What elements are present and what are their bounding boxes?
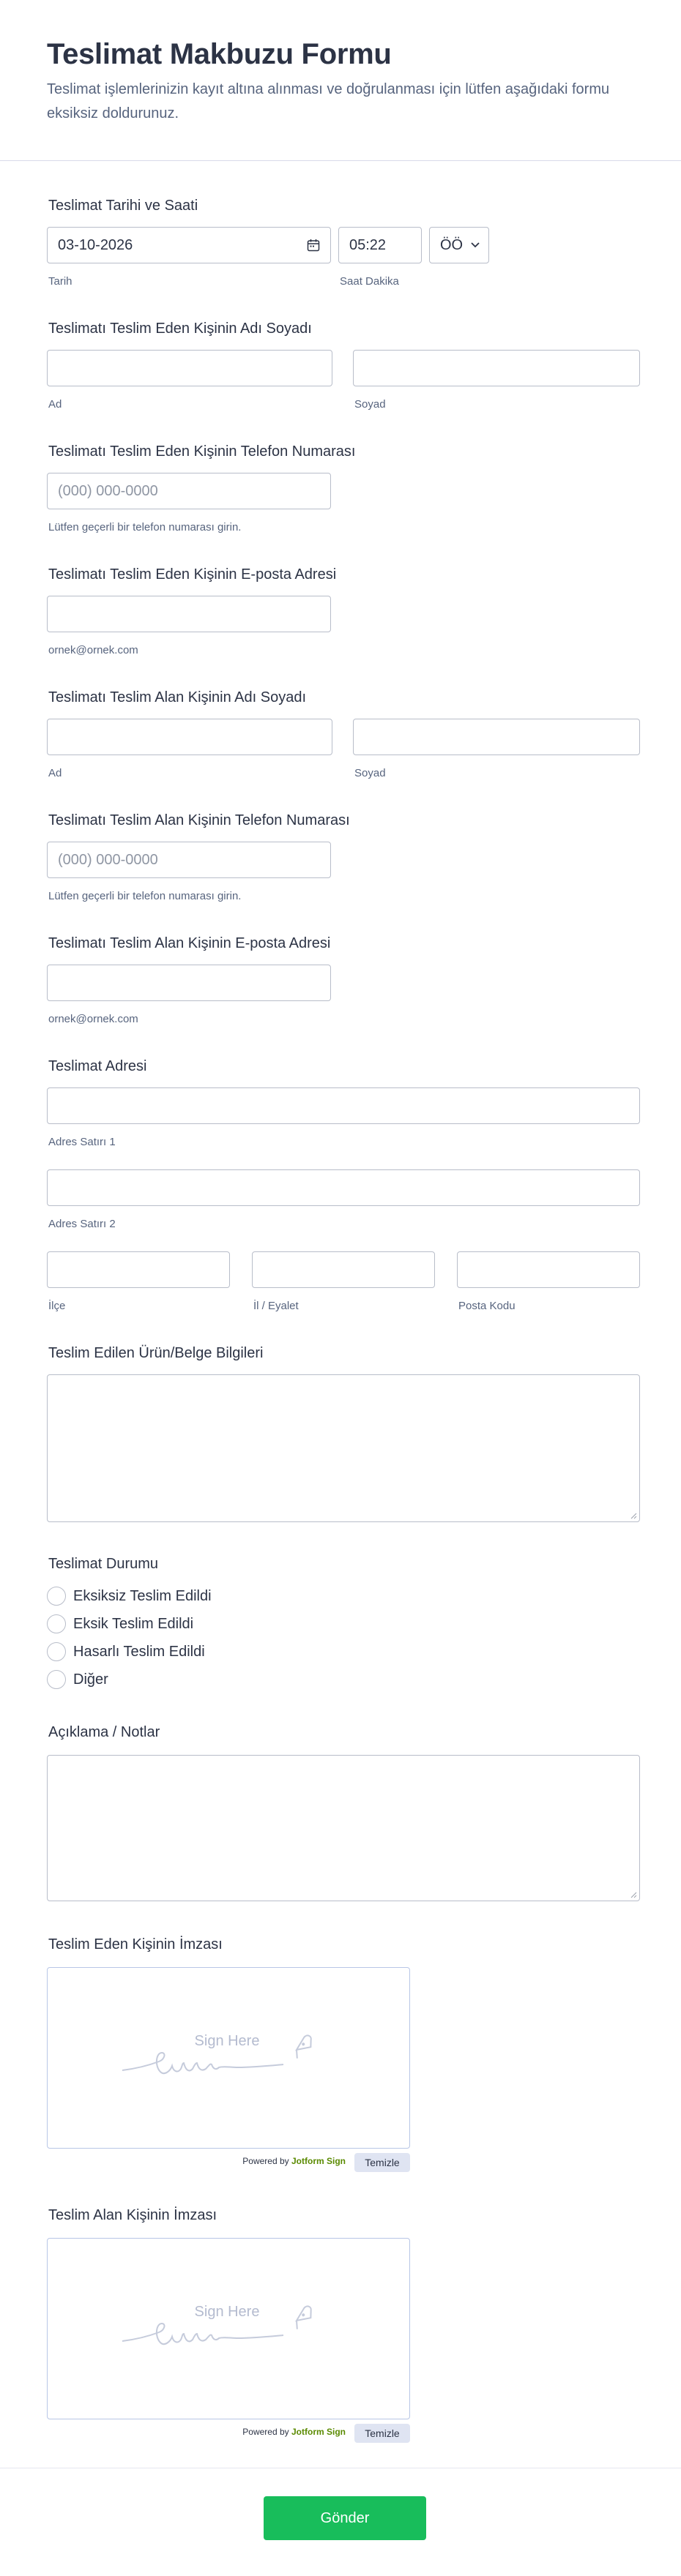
- receiver-signature-label: Teslim Alan Kişinin İmzası: [48, 2207, 217, 2223]
- sign-here-text: Sign Here: [194, 2033, 260, 2049]
- sender-first-name-input[interactable]: [48, 351, 332, 386]
- notes-textarea[interactable]: [47, 1755, 640, 1901]
- delivery-datetime-label: Teslimat Tarihi ve Saati: [48, 198, 198, 214]
- receiver-first-name-sublabel: Ad: [48, 767, 62, 779]
- time-input[interactable]: [339, 228, 421, 263]
- status-option-label: Hasarlı Teslim Edildi: [73, 1643, 205, 1660]
- district-input[interactable]: [48, 1252, 229, 1287]
- receiver-email-field[interactable]: [47, 965, 331, 1001]
- form-subtitle: Teslimat işlemlerinizin kayıt altına alınması ve doğrulanması için lütfen aşağıdaki formu eksiksiz doldurunuz.: [47, 81, 610, 121]
- sign-here-text: Sign Here: [194, 2304, 260, 2320]
- powered-by-text: Powered by Jotform Sign: [242, 2156, 346, 2166]
- receiver-email-input[interactable]: [48, 965, 330, 1000]
- receiver-email-sublabel: ornek@ornek.com: [48, 1013, 138, 1025]
- form-footer: [0, 2468, 681, 2576]
- status-option-incomplete[interactable]: [47, 1613, 193, 1635]
- sender-last-name-sublabel: Soyad: [354, 398, 386, 411]
- sender-signature-label: Teslim Eden Kişinin İmzası: [48, 1936, 223, 1952]
- date-sublabel: Tarih: [48, 275, 72, 288]
- postal-code-input[interactable]: [458, 1252, 639, 1287]
- sender-signature-footer: [47, 2153, 410, 2172]
- receiver-last-name-input[interactable]: [354, 719, 639, 755]
- radio-button[interactable]: [47, 1614, 66, 1633]
- receiver-phone-input[interactable]: [48, 842, 330, 877]
- form-header: [0, 0, 681, 161]
- sender-signature-pad[interactable]: [47, 1967, 410, 2149]
- sender-email-input[interactable]: [48, 596, 330, 632]
- address-line1-sublabel: Adres Satırı 1: [48, 1136, 116, 1148]
- calendar-icon[interactable]: [307, 239, 320, 252]
- status-option-label: Eksiksiz Teslim Edildi: [73, 1587, 212, 1604]
- receiver-first-name-input[interactable]: [48, 719, 332, 755]
- time-sublabel: Saat Dakika: [340, 275, 399, 288]
- resize-grip-icon[interactable]: [630, 1512, 637, 1519]
- sender-email-field[interactable]: [47, 596, 331, 632]
- address-line2-sublabel: Adres Satırı 2: [48, 1218, 116, 1230]
- sender-first-name-field[interactable]: [47, 350, 332, 386]
- items-label: Teslim Edilen Ürün/Belge Bilgileri: [48, 1345, 264, 1361]
- address-line1-input[interactable]: [48, 1088, 639, 1123]
- powered-by-text: Powered by Jotform Sign: [242, 2427, 346, 2437]
- postal-code-field[interactable]: [457, 1251, 640, 1288]
- ampm-value: ÖÖ: [440, 236, 464, 253]
- time-field[interactable]: [338, 227, 422, 263]
- notes-label: Açıklama / Notlar: [48, 1724, 160, 1740]
- date-input[interactable]: [48, 228, 330, 263]
- receiver-first-name-field[interactable]: [47, 719, 332, 755]
- signature-placeholder-icon: [121, 2025, 333, 2083]
- receiver-phone-field[interactable]: [47, 842, 331, 878]
- radio-button[interactable]: [47, 1670, 66, 1689]
- sender-phone-label: Teslimatı Teslim Eden Kişinin Telefon Numarası: [48, 443, 356, 460]
- address-line1-field[interactable]: [47, 1087, 640, 1124]
- status-option-damaged[interactable]: [47, 1641, 205, 1663]
- sender-phone-sublabel: Lütfen geçerli bir telefon numarası girin.: [48, 521, 242, 533]
- province-sublabel: İl / Eyalet: [253, 1300, 299, 1312]
- receiver-phone-sublabel: Lütfen geçerli bir telefon numarası girin.: [48, 890, 242, 902]
- status-option-label: Eksik Teslim Edildi: [73, 1615, 194, 1632]
- postal-code-sublabel: Posta Kodu: [458, 1300, 516, 1312]
- sender-name-label: Teslimatı Teslim Eden Kişinin Adı Soyadı: [48, 321, 312, 337]
- chevron-down-icon: [471, 242, 480, 248]
- clear-signature-button[interactable]: Temizle: [354, 2153, 410, 2172]
- receiver-last-name-sublabel: Soyad: [354, 767, 386, 779]
- address-line2-input[interactable]: [48, 1170, 639, 1205]
- sender-email-sublabel: ornek@ornek.com: [48, 644, 138, 656]
- resize-grip-icon[interactable]: [630, 1891, 637, 1898]
- sender-phone-field[interactable]: [47, 473, 331, 509]
- status-label: Teslimat Durumu: [48, 1556, 159, 1572]
- form-title: Teslimat Makbuzu Formu: [47, 38, 392, 70]
- province-input[interactable]: [253, 1252, 434, 1287]
- sender-email-label: Teslimatı Teslim Eden Kişinin E-posta Adresi: [48, 566, 337, 583]
- province-field[interactable]: [252, 1251, 435, 1288]
- address-line2-field[interactable]: [47, 1169, 640, 1206]
- sender-last-name-input[interactable]: [354, 351, 639, 386]
- radio-button[interactable]: [47, 1642, 66, 1661]
- status-option-other[interactable]: [47, 1669, 108, 1690]
- receiver-signature-footer: [47, 2424, 410, 2443]
- receiver-last-name-field[interactable]: [353, 719, 640, 755]
- date-field[interactable]: [47, 227, 331, 263]
- address-label: Teslimat Adresi: [48, 1058, 147, 1074]
- receiver-email-label: Teslimatı Teslim Alan Kişinin E-posta Adresi: [48, 935, 331, 951]
- items-textarea[interactable]: [47, 1374, 640, 1522]
- receiver-signature-pad[interactable]: [47, 2238, 410, 2419]
- district-sublabel: İlçe: [48, 1300, 66, 1312]
- signature-placeholder-icon: [121, 2296, 333, 2354]
- receiver-name-label: Teslimatı Teslim Alan Kişinin Adı Soyadı: [48, 689, 307, 705]
- status-option-complete[interactable]: [47, 1585, 212, 1607]
- ampm-select[interactable]: [429, 227, 489, 263]
- receiver-phone-label: Teslimatı Teslim Alan Kişinin Telefon Numarası: [48, 812, 350, 828]
- sender-phone-input[interactable]: [48, 473, 330, 509]
- sender-last-name-field[interactable]: [353, 350, 640, 386]
- radio-button[interactable]: [47, 1587, 66, 1606]
- district-field[interactable]: [47, 1251, 230, 1288]
- status-option-label: Diğer: [73, 1671, 108, 1688]
- sender-first-name-sublabel: Ad: [48, 398, 62, 411]
- submit-button[interactable]: Gönder: [264, 2496, 426, 2540]
- jotform-sign-brand: Jotform Sign: [291, 2427, 346, 2437]
- clear-signature-button[interactable]: Temizle: [354, 2424, 410, 2443]
- jotform-sign-brand: Jotform Sign: [291, 2156, 346, 2166]
